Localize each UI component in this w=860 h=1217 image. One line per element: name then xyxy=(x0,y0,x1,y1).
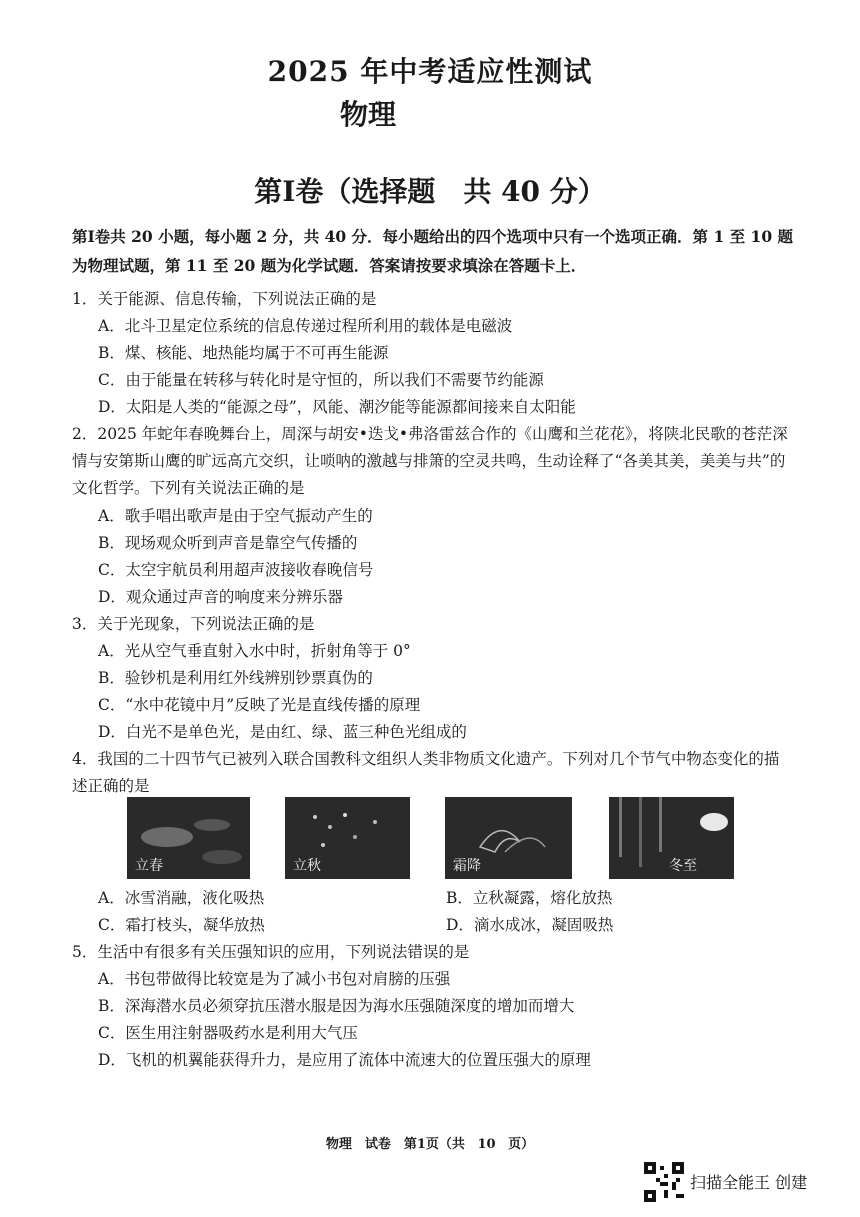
solar-term-label: 冬至 xyxy=(669,858,697,874)
question-1-option-c: C．由于能量在转移与转化时是守恒的，所以我们不需要节约能源 xyxy=(98,371,544,389)
solar-term-label: 霜降 xyxy=(453,858,481,874)
question-1-option-a: A．北斗卫星定位系统的信息传递过程所利用的载体是电磁波 xyxy=(98,317,513,335)
qr-code-icon xyxy=(644,1162,684,1202)
question-2-option-c: C．太空宇航员利用超声波接收春晚信号 xyxy=(98,561,374,579)
question-3-option-b: B．验钞机是利用红外线辨别钞票真伪的 xyxy=(98,669,373,687)
exam-title: 2025 年中考适应性测试 xyxy=(267,55,593,88)
question-5-option-a: A．书包带做得比较宽是为了减小书包对肩膀的压强 xyxy=(98,970,451,988)
question-5-option-c: C．医生用注射器吸药水是利用大气压 xyxy=(98,1024,358,1042)
question-5-option-b: B．深海潜水员必须穿抗压潜水服是因为海水压强随深度的增加而增大 xyxy=(98,997,575,1015)
question-2-stem: 2．2025 年蛇年春晚舞台上，周深与胡安•迭戈•弗洛雷兹合作的《山鹰和兰花花》，将陕北民歌的苍茫深情与安第斯山鹰的旷远高亢交织，让唢呐的激越与排箫的空灵共鸣，生动诠释了“各美其美，美美与共”的文化哲学。下列有关说法正确的是 xyxy=(72,425,788,497)
solar-term-photo-lichun xyxy=(127,797,250,879)
question-2-option-a: A．歌手唱出歌声是由于空气振动产生的 xyxy=(98,507,373,525)
question-2-option-b: B．现场观众听到声音是靠空气传播的 xyxy=(98,534,358,552)
question-4-option-d: D．滴水成冰，凝固吸热 xyxy=(446,916,614,934)
page-footer: 物理 试卷 第1页（共 10 页） xyxy=(325,1137,535,1152)
section-title: 第Ⅰ卷（选择题 共 40 分） xyxy=(254,175,606,208)
question-5-option-d: D．飞机的机翼能获得升力，是应用了流体中流速大的位置压强大的原理 xyxy=(98,1051,591,1069)
solar-term-photo-dongzhi xyxy=(609,797,734,879)
solar-term-photo-liqiu xyxy=(285,797,410,879)
question-1-option-d: D．太阳是人类的“能源之母”，风能、潮汐能等能源都间接来自太阳能 xyxy=(98,398,576,416)
question-4-stem: 4．我国的二十四节气已被列入联合国教科文组织人类非物质文化遗产。下列对几个节气中物态变化的描述正确的是 xyxy=(72,750,780,795)
question-4-option-a: A．冰雪消融，液化吸热 xyxy=(98,889,265,907)
scanner-watermark: 扫描全能王 创建 xyxy=(690,1173,808,1192)
question-4-option-b: B．立秋凝露，熔化放热 xyxy=(446,889,613,907)
solar-term-photo-shuangjiang xyxy=(445,797,572,879)
question-5-stem: 5．生活中有很多有关压强知识的应用，下列说法错误的是 xyxy=(72,943,470,961)
question-1-stem: 1．关于能源、信息传输，下列说法正确的是 xyxy=(72,290,377,308)
question-4-option-c: C．霜打枝头，凝华放热 xyxy=(98,916,265,934)
section-instructions: 第Ⅰ卷共 20 小题，每小题 2 分，共 40 分．每小题给出的四个选项中只有一个选项正确．第 1 至 10 题为物理试题，第 11 至 20 题为化学试题．答案请按要求填涂在答题卡上． xyxy=(72,227,793,275)
question-2-option-d: D．观众通过声音的响度来分辨乐器 xyxy=(98,588,343,606)
solar-term-label: 立秋 xyxy=(293,858,321,874)
question-3-option-c: C．“水中花镜中月”反映了光是直线传播的原理 xyxy=(98,696,421,714)
question-1-option-b: B．煤、核能、地热能均属于不可再生能源 xyxy=(98,344,389,362)
solar-term-label: 立春 xyxy=(135,858,163,874)
exam-subject: 物理 xyxy=(340,98,397,131)
question-3-option-d: D．白光不是单色光，是由红、绿、蓝三种色光组成的 xyxy=(98,723,467,741)
question-3-option-a: A．光从空气垂直射入水中时，折射角等于 0° xyxy=(98,642,411,660)
question-3-stem: 3．关于光现象，下列说法正确的是 xyxy=(72,615,315,633)
